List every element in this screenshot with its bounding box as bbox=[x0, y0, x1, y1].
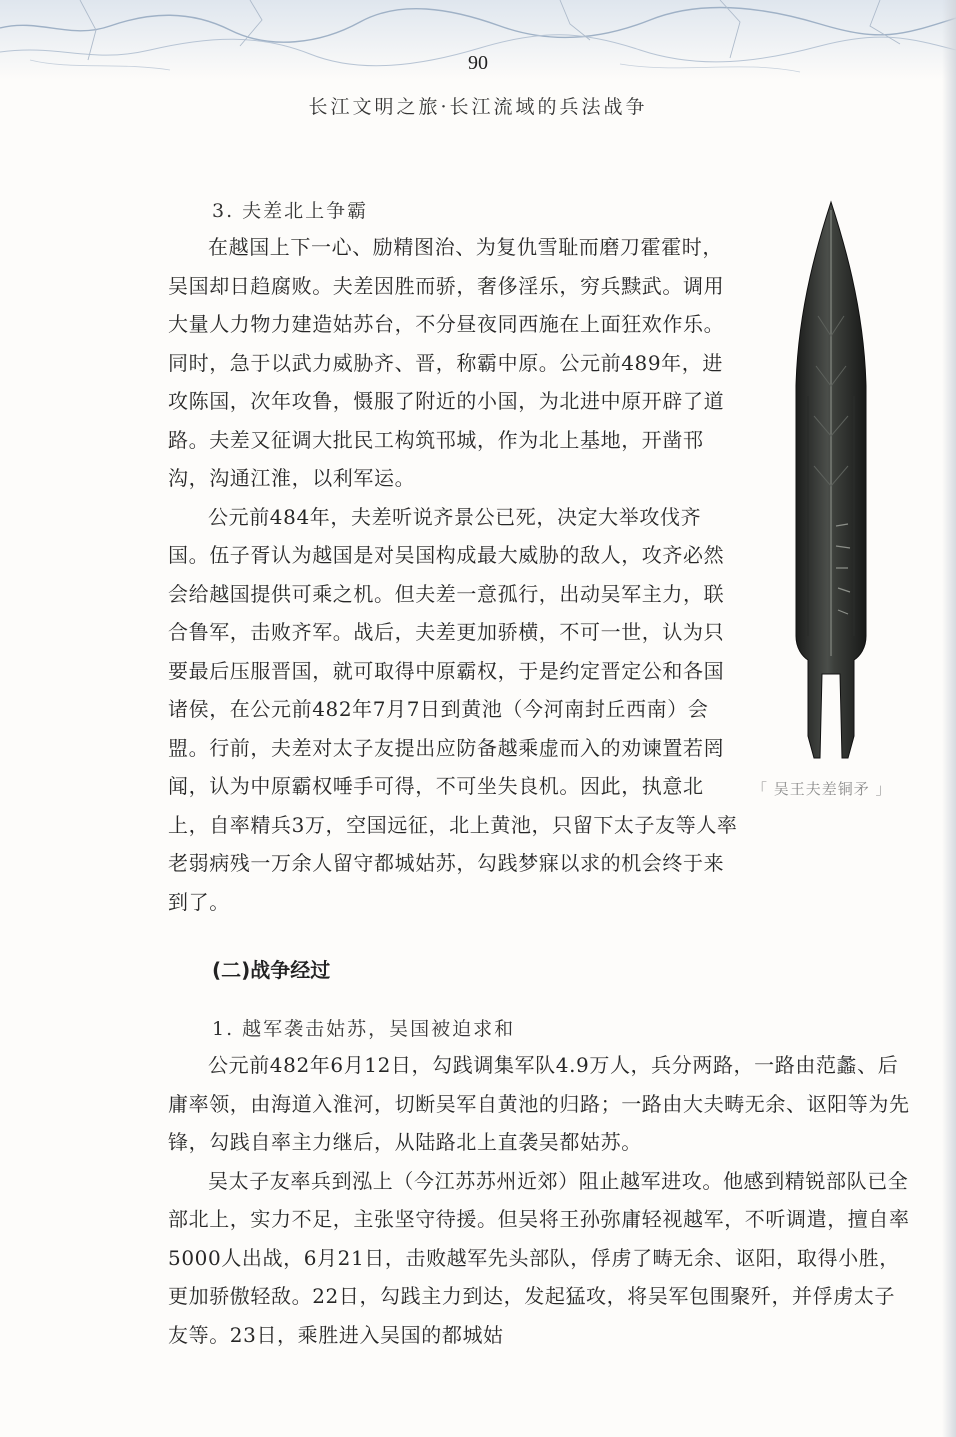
bronze-spear-image bbox=[778, 196, 884, 764]
paragraph: 吴太子友率兵到泓上（今江苏苏州近郊）阻止越军进攻。他感到精锐部队已全部北上，实力不足，主张坚守待援。但吴将王孙弥庸轻视越军，不听调遣，擅自率5000人出战，6月21日，击败越军先头部队，俘虏了畴无余、讴阳，取得小胜，更加骄傲轻敌。22日，勾践主力到达，发起猛攻，将吴军包围聚歼，并俘虏太子友等。23日，乘胜进入吴国的都城姑 bbox=[168, 1168, 910, 1347]
paragraph: 公元前482年6月12日，勾践调集军队4.9万人，兵分两路，一路由范蠡、后庸率领，由海道入淮河，切断吴军自黄池的归路；一路由大夫畴无余、讴阳等为先锋，勾践自率主力继后，从陆路北上直袭吴都姑苏。 bbox=[168, 1053, 910, 1154]
paragraph: 在越国上下一心、励精图治、为复仇雪耻而磨刀霍霍时，吴国却日趋腐败。夫差因胜而骄，奢侈淫乐，穷兵黩武。调用大量人力物力建造姑苏台，不分昼夜同西施在上面狂欢作乐。同时，急于以武力威胁齐、晋，称霸中原。公元前489年，进攻陈国，次年攻鲁，慑服了附近的小国，为北进中原开辟了道路。夫差又征调大批民工构筑邗城，作为北上基地，开凿邗沟，沟通江淮，以利军运。 bbox=[168, 235, 725, 490]
page-number: 90 bbox=[468, 52, 488, 74]
paragraph: 公元前484年，夫差听说齐景公已死，决定大举攻伐齐国。伍子胥认为越国是对吴国构成最大威胁的敌人，攻齐必然会给越国提供可乘之机。但夫差一意孤行，出动吴军主力，联合鲁军，击败齐军。战后，夫差更加骄横，不可一世，认为只要最后压服晋国，就可取得中原霸权，于是约定晋定公和各国诸侯，在公元前482年7月7日到黄池（今河南封丘西南）会盟。行前，夫差对太子友提出应防备越乘虚而入的劝谏置若罔闻，认为中原霸权唾手可得，不可坐失良机。因此，执意北上，自率精兵3万，空国远征，北上黄池，只留下太子友等人率老弱病残一万余人留守都城姑苏，勾践梦寐以求的机会终于来到了。 bbox=[168, 504, 738, 914]
page-edge-shadow bbox=[942, 0, 956, 1437]
subsection-heading: 1. 越军袭击姑苏，吴国被迫求和 bbox=[212, 1018, 516, 1040]
figure-caption: 「 吴王夫差铜矛 」 bbox=[752, 780, 892, 798]
subsection-heading: 3. 夫差北上争霸 bbox=[212, 200, 369, 222]
running-title: 长江文明之旅·长江流域的兵法战争 bbox=[308, 96, 648, 118]
section-heading: (二)战争经过 bbox=[212, 958, 331, 982]
text-block-lower bbox=[168, 1046, 910, 1354]
text-block-upper bbox=[168, 228, 742, 921]
